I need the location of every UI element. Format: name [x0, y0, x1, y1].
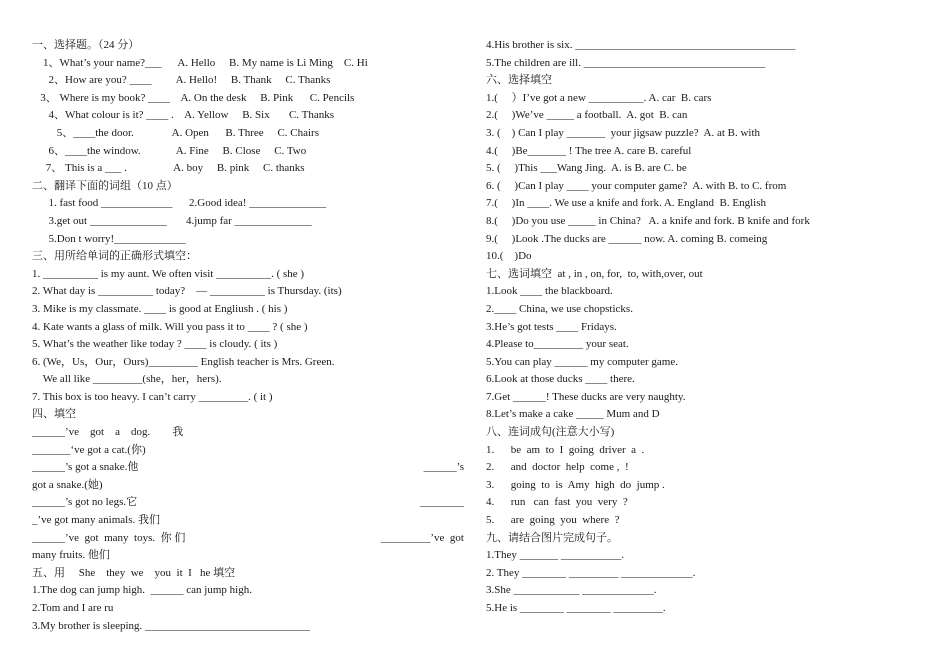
- text-line: 1.Look ____ the blackboard.: [486, 285, 613, 298]
- text-line: 8.Let’s make a cake _____ Mum and D: [486, 408, 660, 421]
- text-line: 3.He’s got tests ____ Fridays.: [486, 320, 617, 333]
- text-line: 2.( )We’ve _____ a football. A. got B. can: [486, 109, 688, 122]
- text-line: 3. ( ) Can I play _______ your jigsaw puzzle? A. at B. with: [486, 126, 761, 139]
- text-line: 7. This box is too heavy. I can’t carry _________. ( it ): [32, 390, 273, 403]
- text-line: ______’ve got a dog. 我: [32, 426, 184, 439]
- text-line: 2. What day is __________ today? — __________ is Thursday. (its): [32, 285, 342, 298]
- text-line: 5. ( )This ___Wang Jing. A. is B. are C. be: [486, 162, 687, 175]
- text-line: 八、连词成句(注意大小写): [486, 426, 615, 439]
- text-line: 2. and doctor help come , !: [486, 461, 629, 474]
- text-line: _______‘ve got a cat.(你): [32, 443, 146, 456]
- text-line: 一、选择题。（24 分）: [32, 39, 140, 51]
- text-line: 4、What colour is it? ____ . A. Yellow B. Six C. Thanks: [32, 109, 334, 122]
- left-column: [32, 37, 464, 635]
- text-line: 7.Get ______! These ducks are very naughty.: [486, 390, 686, 403]
- text-line: 5.The children are ill. _________________________________: [486, 56, 766, 69]
- split-text-line: [32, 494, 464, 512]
- line-right-part: ______’s: [423, 461, 464, 474]
- text-line: 3.My brother is sleeping. ______________________________: [32, 619, 311, 632]
- right-column: [486, 37, 926, 618]
- text-line: 9.( )Look .The ducks are ______ now. A. coming B. comeing: [486, 232, 768, 245]
- text-line: 七、选词填空 at , in , on, for, to, with,over, out: [486, 267, 703, 280]
- line-left-part: ______’s got a snake.他: [32, 461, 139, 474]
- line-right-part: ________: [420, 496, 464, 509]
- text-line: 5.Don t worry!_____________: [32, 232, 186, 245]
- text-line: 5.He is ________ ________ _________.: [486, 602, 666, 614]
- text-line: 4. Kate wants a glass of milk. Will you pass it to ____ ? ( she ): [32, 320, 308, 333]
- text-line: 7.( )In ____. We use a knife and fork. A. England B. English: [486, 197, 766, 210]
- text-line: We all like _________(she，her，hers).: [32, 373, 222, 386]
- text-line: 六、选择填空: [486, 74, 552, 87]
- text-line: _’ve got many animals. 我们: [32, 514, 161, 527]
- text-line: 2、How are you? ____ A. Hello! B. Thank C. Thanks: [32, 74, 331, 87]
- text-line: 4. run can fast you very ?: [486, 496, 628, 509]
- text-line: 3. Mike is my classmate. ____ is good at Engliush . ( his ): [32, 302, 288, 315]
- text-line: 8.( )Do you use _____ in China? A. a knife and fork. B knife and fork: [486, 214, 810, 227]
- text-line: 7、 This is a ___ . A. boy B. pink C. thanks: [32, 162, 305, 175]
- text-line: 五、用 She they we you it I he 填空: [32, 566, 236, 579]
- text-line: 1、What’s your name?___ A. Hello B. My name is Li Ming C. Hi: [32, 56, 368, 69]
- text-line: 3.get out ______________ 4.jump far ______________: [32, 214, 312, 227]
- text-line: got a snake.(她): [32, 478, 103, 491]
- text-line: 2. They ________ _________ _____________.: [486, 566, 696, 579]
- text-line: 1.The dog can jump high. ______ can jump high.: [32, 584, 252, 597]
- text-line: 九、请结合图片完成句子。: [486, 531, 618, 544]
- text-line: 三、用所给单词的正确形式填空：: [32, 250, 197, 263]
- text-line: 5. are going you where ?: [486, 514, 620, 527]
- text-line: 6、____the window. A. Fine B. Close C. Two: [32, 144, 307, 157]
- split-text-line: [32, 459, 464, 477]
- text-line: 2.Tom and I are ru: [32, 602, 114, 614]
- text-line: 4.His brother is six. ________________________________________: [486, 39, 796, 51]
- text-line: 5. What’s the weather like today ? ____ is cloudy. ( its ): [32, 338, 278, 351]
- text-line: 6.Look at those ducks ____ there.: [486, 373, 635, 386]
- text-line: 四、填空: [32, 408, 76, 421]
- text-line: 1.They _______ ___________.: [486, 549, 625, 562]
- text-line: 4.Please to_________ your seat.: [486, 338, 629, 351]
- line-left-part: ______’ve got many toys. 你 们: [32, 531, 186, 544]
- text-line: 二、翻译下面的词组（10 点）: [32, 179, 178, 192]
- line-left-part: ______’s got no legs.它: [32, 496, 138, 509]
- text-line: 10.( )Do: [486, 250, 532, 263]
- text-line: many fruits. 他们: [32, 549, 110, 562]
- text-line: 1.( ）I’ve got a new __________. A. car B. cars: [486, 91, 712, 104]
- split-text-line: [32, 530, 464, 548]
- text-line: 4.( )Be_______ ! The tree A. care B. careful: [486, 144, 692, 157]
- text-line: 6. ( )Can I play ____ your computer game? A. with B. to C. from: [486, 179, 787, 192]
- text-line: 1. __________ is my aunt. We often visit __________. ( she ): [32, 267, 305, 280]
- text-line: 3.She ____________ _____________.: [486, 584, 657, 597]
- text-line: 1. be am to I going driver a .: [486, 443, 645, 456]
- text-line: 5、____the door. A. Open B. Three C. Chairs: [32, 126, 319, 139]
- text-line: 2.____ China, we use chopsticks.: [486, 302, 633, 315]
- text-line: 3、 Where is my book? ____ A. On the desk B. Pink C. Pencils: [32, 91, 355, 104]
- text-line: 6. (We，Us，Our，Ours)_________ English teacher is Mrs. Green.: [32, 355, 335, 368]
- text-line: 5.You can play ______ my computer game.: [486, 355, 678, 368]
- text-line: 3. going to is Amy high do jump .: [486, 478, 665, 491]
- line-right-part: _________’ve got: [380, 531, 464, 544]
- text-line: 1. fast food _____________ 2.Good idea! ______________: [32, 197, 327, 210]
